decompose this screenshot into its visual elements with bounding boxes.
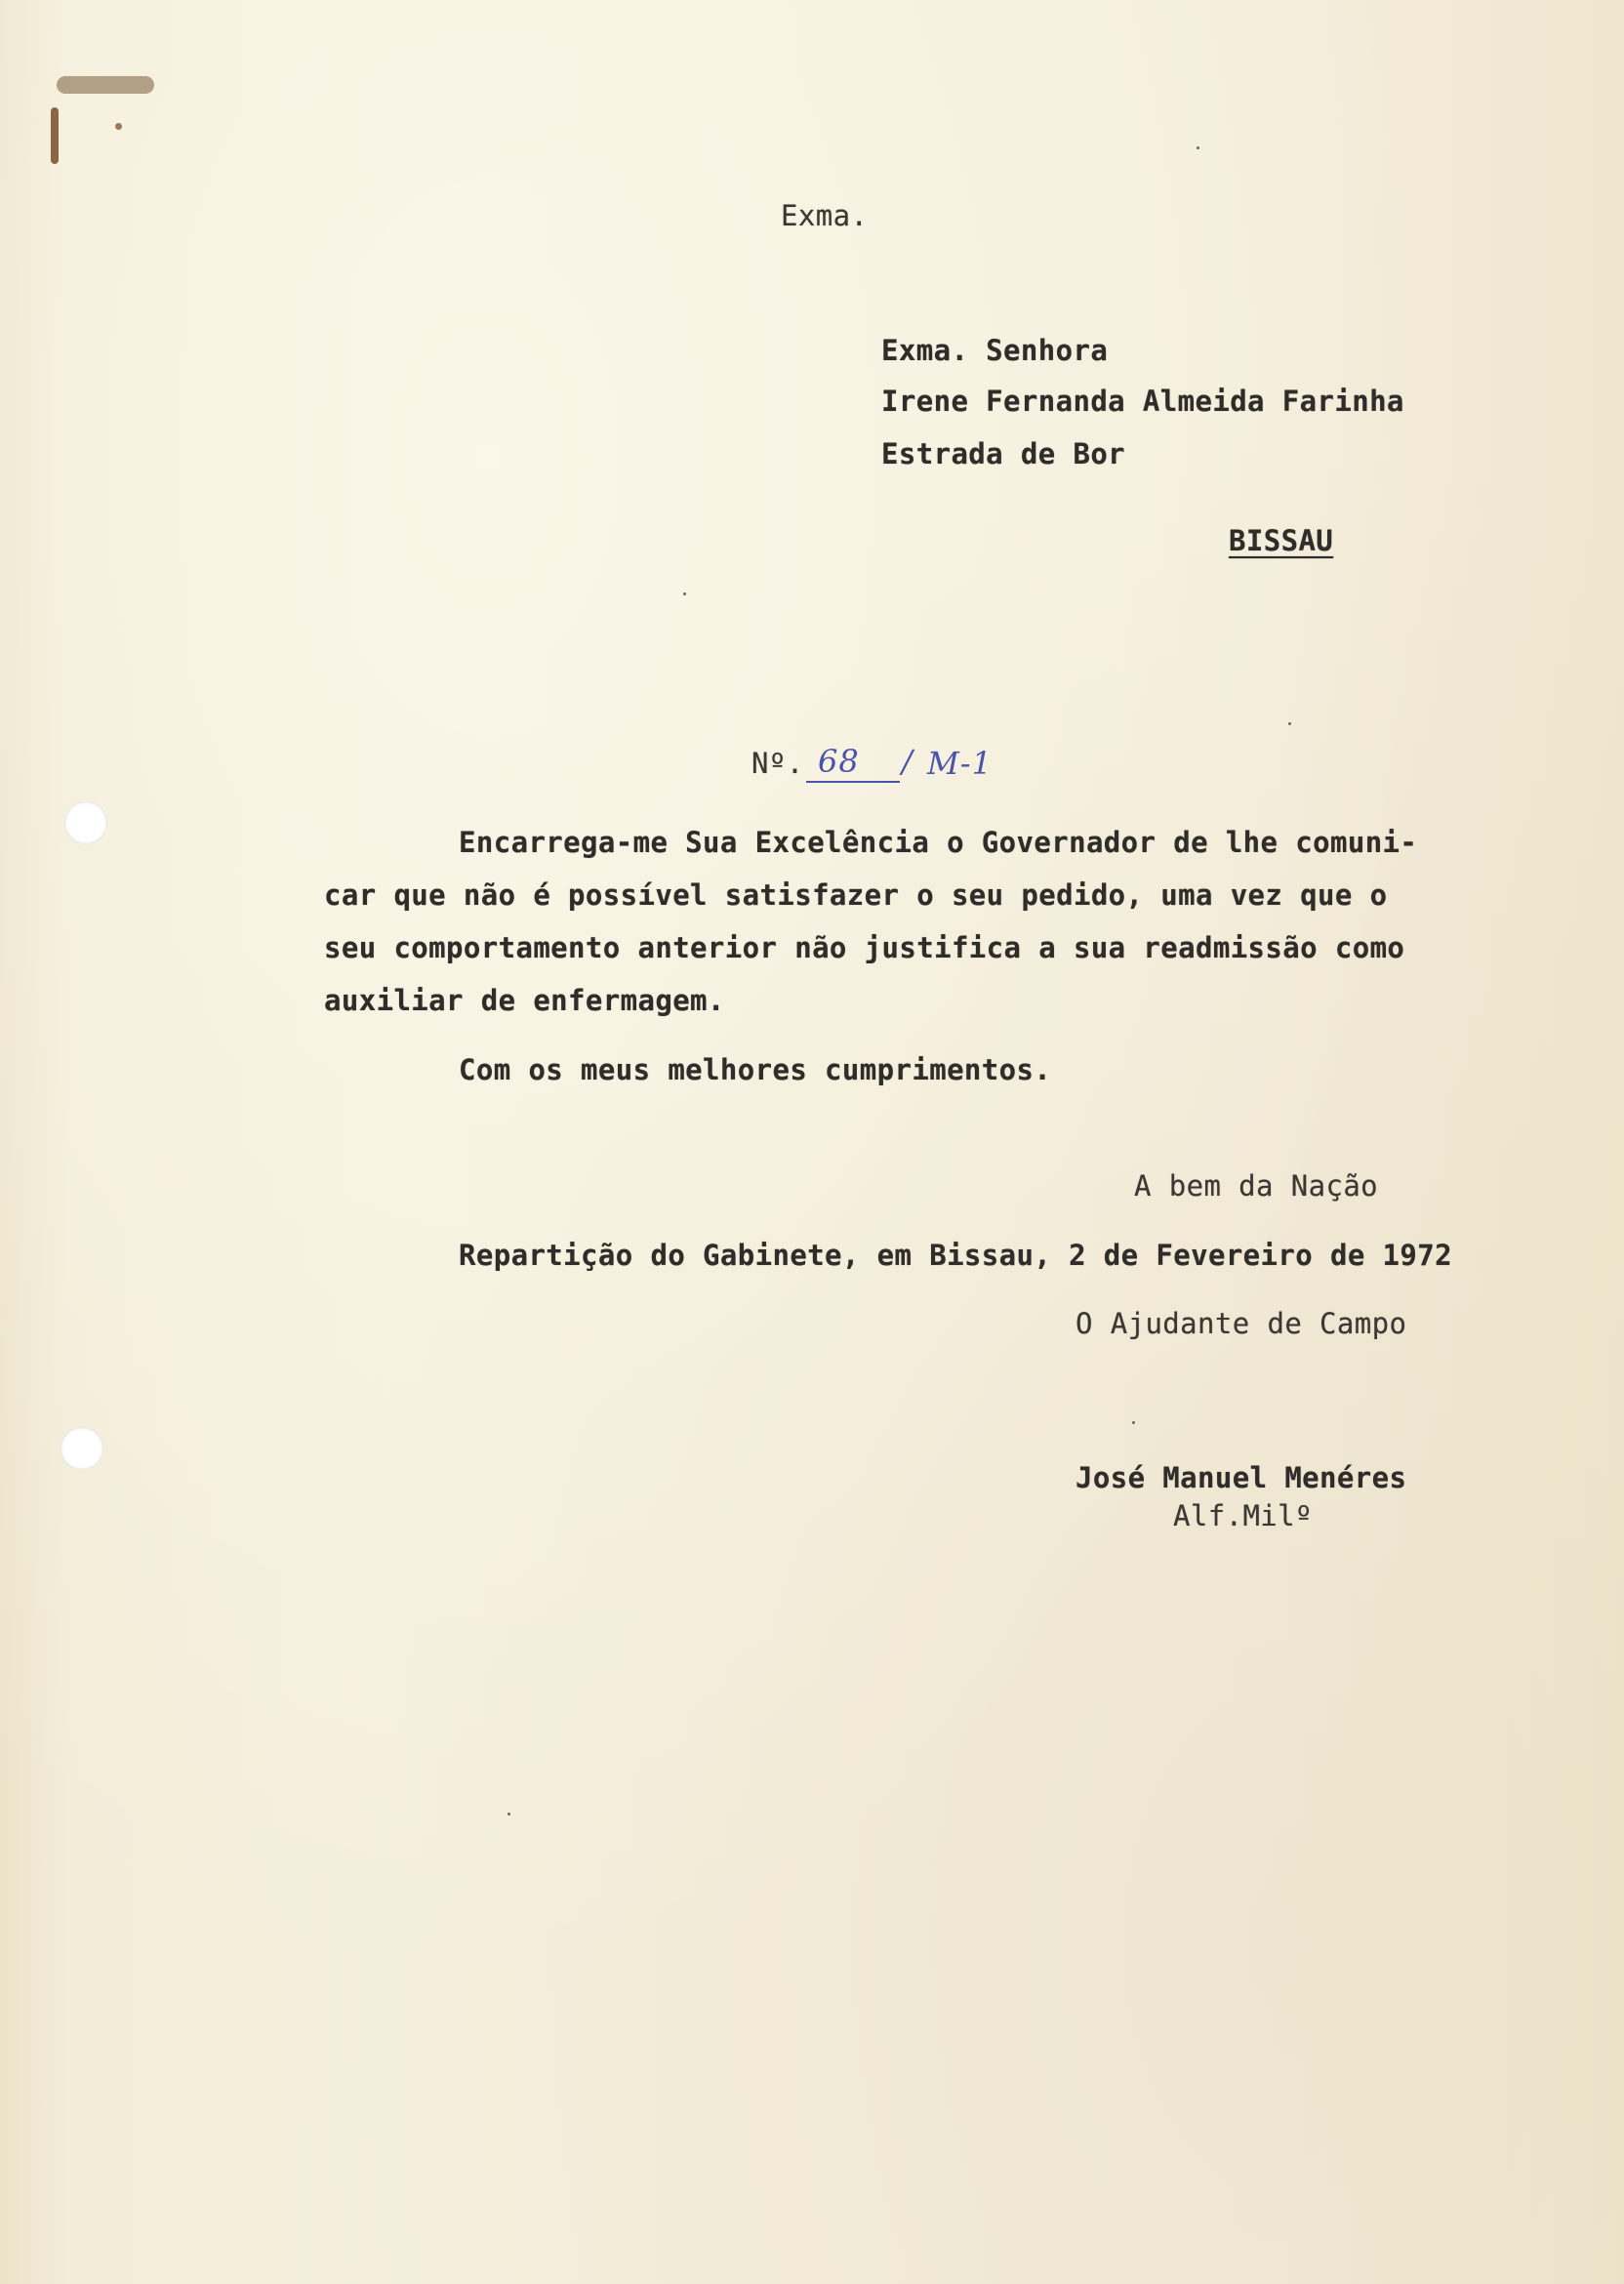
paper-speck (683, 592, 686, 595)
rust-stain-top (57, 76, 154, 94)
reference-separator: / (902, 743, 914, 780)
signatory-name: José Manuel Menéres (1076, 1461, 1407, 1494)
body-line-1: Encarrega-me Sua Excelência o Governador de lhe comuni- (459, 826, 1418, 859)
motto: A bem da Nação (1134, 1169, 1379, 1203)
body-line-3: seu comportamento anterior não justifica a sua readmissão como (324, 931, 1405, 964)
salutation-top: Exma. (781, 199, 869, 232)
closing-line: Com os meus melhores cumprimentos. (459, 1053, 1052, 1086)
paper-speck (1132, 1421, 1135, 1424)
punch-hole-top (64, 801, 107, 844)
reference-prefix: Nº. (751, 747, 804, 780)
paper-speck (1288, 722, 1291, 725)
recipient-city: BISSAU (1229, 524, 1334, 557)
signatory-role: O Ajudante de Campo (1076, 1307, 1407, 1340)
punch-hole-bottom (61, 1427, 103, 1470)
recipient-street: Estrada de Bor (881, 437, 1126, 470)
paper-speck (508, 1813, 510, 1815)
signatory-rank: Alf.Milº (1173, 1499, 1313, 1532)
reference-code: M-1 (927, 745, 993, 782)
recipient-title: Exma. Senhora (881, 334, 1109, 367)
reference-underline (806, 781, 900, 783)
body-line-2: car que não é possível satisfazer o seu pedido, uma vez que o (324, 878, 1388, 912)
body-line-4: auxiliar de enfermagem. (324, 984, 725, 1017)
reference-handwritten-number: 68 (818, 743, 860, 780)
rust-stain (51, 107, 59, 164)
recipient-name: Irene Fernanda Almeida Farinha (881, 385, 1404, 418)
place-date: Repartição do Gabinete, em Bissau, 2 de Fevereiro de 1972 (459, 1239, 1452, 1272)
rust-stain-dot (115, 123, 122, 130)
paper-speck (1197, 146, 1199, 149)
